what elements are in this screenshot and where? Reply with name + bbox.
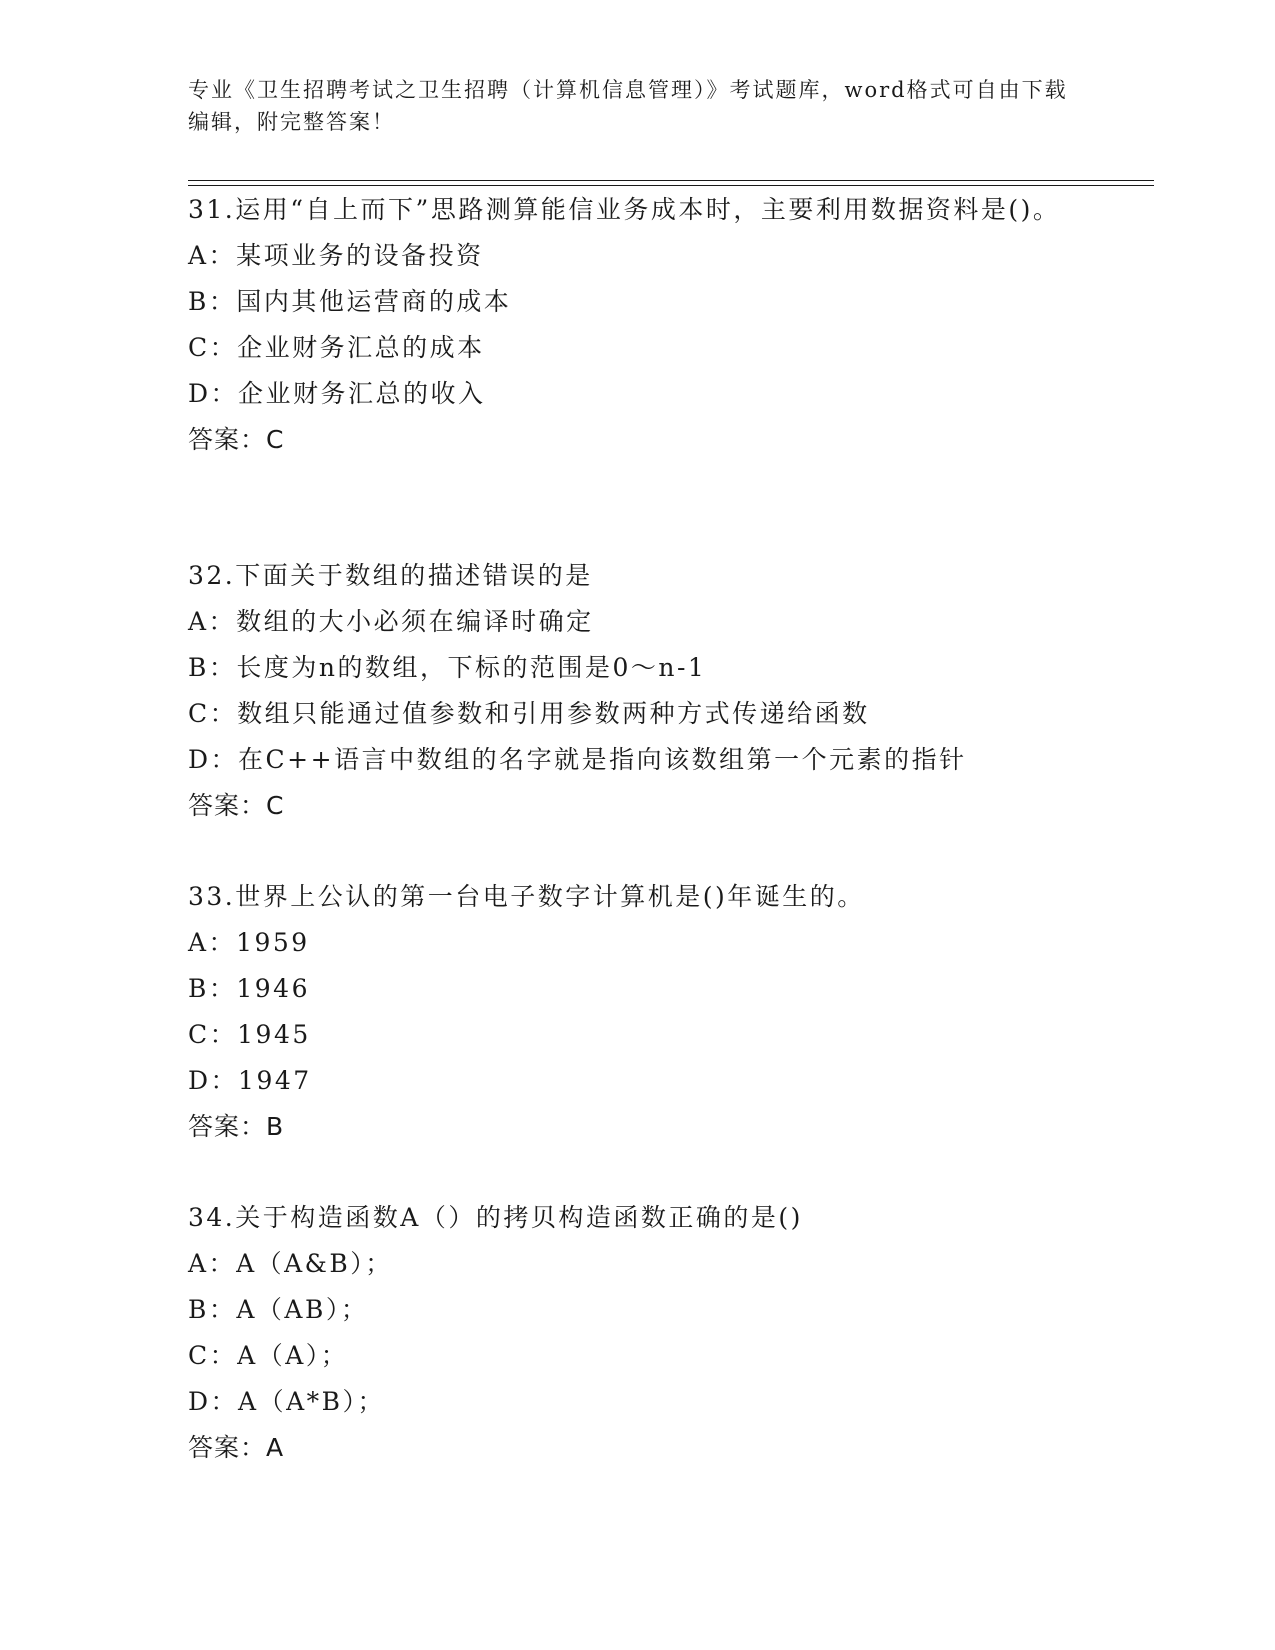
option-a [188, 599, 1108, 645]
option-a [188, 920, 1108, 966]
option-key: D： [188, 1066, 239, 1095]
question-stem: 33.世界上公认的第一台电子数字计算机是()年诞生的。 [188, 882, 865, 911]
answer-line: 答案：C [188, 425, 285, 454]
option-d [188, 737, 1108, 783]
option-key: C： [188, 699, 238, 728]
answer-line: 答案：A [188, 1433, 285, 1462]
option-text: 数组只能通过值参数和引用参数两种方式传递给函数 [237, 699, 870, 728]
option-key: B： [188, 1295, 237, 1324]
option-c [188, 691, 1108, 737]
question-34 [188, 1195, 1108, 1471]
answer-line: 答案：B [188, 1112, 285, 1141]
option-a [188, 1241, 1108, 1287]
option-b [188, 966, 1108, 1012]
option-text: 1947 [238, 1066, 312, 1095]
option-key: A： [188, 607, 237, 636]
option-key: B： [188, 287, 237, 316]
option-text: A（A&B）； [236, 1249, 393, 1278]
question-33 [188, 874, 1108, 1150]
option-d [188, 1379, 1108, 1425]
option-key: C： [188, 1020, 238, 1049]
option-key: A： [188, 241, 237, 270]
option-c [188, 1333, 1108, 1379]
option-text: A（A）； [237, 1341, 349, 1370]
header-divider-top [188, 180, 1154, 181]
option-b [188, 645, 1108, 691]
option-text: 1946 [236, 974, 310, 1003]
option-text: 1945 [237, 1020, 311, 1049]
option-text: 国内其他运营商的成本 [236, 287, 512, 316]
option-text: 企业财务汇总的成本 [237, 333, 485, 362]
question-stem: 32.下面关于数组的描述错误的是 [188, 561, 593, 590]
option-b [188, 1287, 1108, 1333]
option-a [188, 233, 1108, 279]
header-divider-bottom [188, 185, 1154, 186]
question-stem: 34.关于构造函数A（）的拷贝构造函数正确的是() [188, 1203, 803, 1232]
option-text: 数组的大小必须在编译时确定 [236, 607, 594, 636]
document-header: 专业《卫生招聘考试之卫生招聘（计算机信息管理）》考试题库，word格式可自由下载编辑，附完整答案！ [188, 78, 1068, 134]
option-key: C： [188, 1341, 238, 1370]
answer-line: 答案：C [188, 791, 285, 820]
option-text: 某项业务的设备投资 [236, 241, 484, 270]
option-key: D： [188, 379, 239, 408]
option-c [188, 325, 1108, 371]
option-text: A（AB）； [236, 1295, 369, 1324]
option-d [188, 371, 1108, 417]
option-d [188, 1058, 1108, 1104]
option-text: 在C++语言中数组的名字就是指向该数组第一个元素的指针 [238, 745, 967, 774]
option-key: D： [188, 745, 239, 774]
option-key: C： [188, 333, 238, 362]
option-text: 长度为n的数组，下标的范围是0～n-1 [236, 653, 707, 682]
option-key: B： [188, 653, 237, 682]
option-key: D： [188, 1387, 239, 1416]
option-text: 企业财务汇总的收入 [238, 379, 486, 408]
option-key: A： [188, 928, 237, 957]
question-32 [188, 553, 1108, 829]
option-text: 1959 [236, 928, 310, 957]
option-key: A： [188, 1249, 237, 1278]
option-key: B： [188, 974, 237, 1003]
option-text: A（A*B）； [238, 1387, 386, 1416]
option-c [188, 1012, 1108, 1058]
option-b [188, 279, 1108, 325]
question-stem: 31.运用“自上而下”思路测算能信业务成本时，主要利用数据资料是()。 [188, 195, 1061, 224]
question-31 [188, 187, 1108, 463]
